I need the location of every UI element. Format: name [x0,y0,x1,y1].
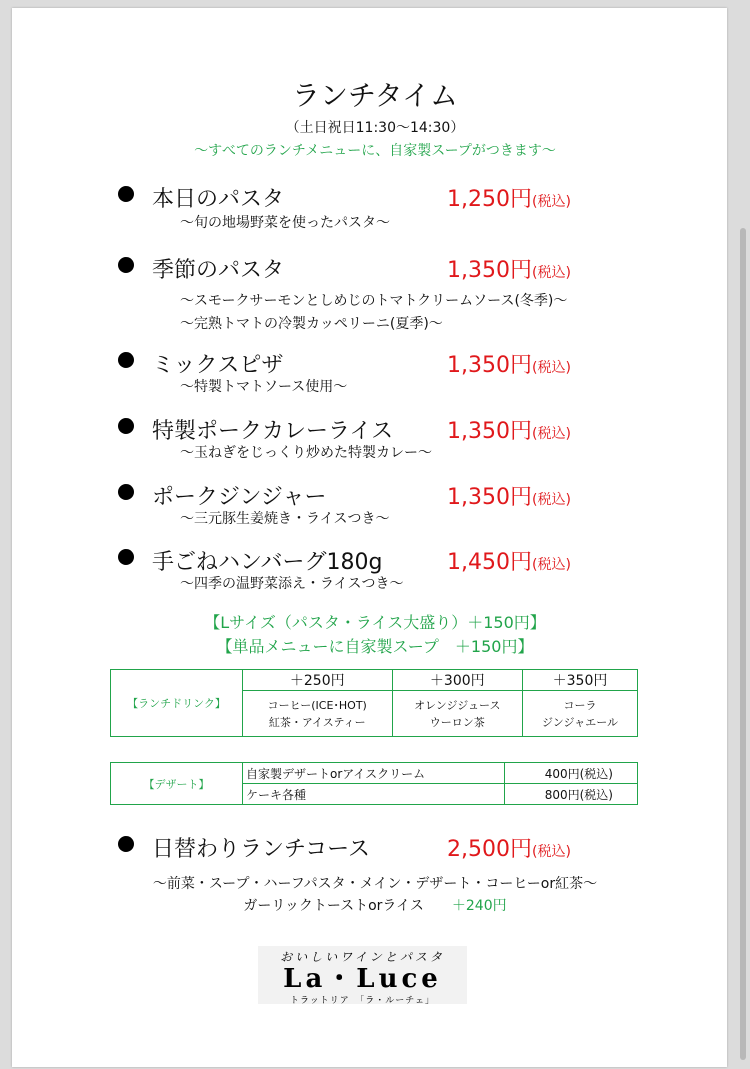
bullet-icon [118,186,134,202]
item-desc: ～四季の温野菜添え・ライスつき～ [180,576,404,592]
restaurant-logo [258,946,467,1004]
bullet-icon [118,257,134,273]
dessert-price: 400円(税込) [504,763,637,784]
item-price: 1,350円(税込) [447,419,571,444]
option-large-size: 【Lサイズ（パスタ・ライス大盛り）＋150円】 [204,613,546,632]
item-desc: ～完熟トマトの冷製カッペリーニ(夏季)～ [180,316,443,332]
course-option: ガーリックトーストorライス ＋240円 [243,898,507,914]
item-desc: ～旬の地場野菜を使ったパスタ～ [180,215,390,231]
course-price: 2,500円(税込) [447,837,571,862]
item-name: ミックスピザ [152,353,284,378]
item-price: 1,350円(税込) [447,353,571,378]
drink-options: コーヒー(ICE･HOT) 紅茶・アイスティー [243,691,393,737]
dessert-table [110,762,638,805]
item-name: 手ごねハンバーグ180g [152,550,383,575]
drink-options: コーラ ジンジャエール [523,691,638,737]
item-name: 季節のパスタ [152,258,285,283]
item-name: ポークジンジャー [152,485,327,510]
course-desc: ～前菜・スープ・ハーフパスタ・メイン・デザート・コーヒーor紅茶～ [152,876,598,892]
page-title: ランチタイム [291,79,459,112]
logo-name: La・Luce [283,964,442,994]
drink-options: オレンジジュース ウーロン茶 [392,691,522,737]
item-price: 1,450円(税込) [447,550,571,575]
drink-table [110,669,638,737]
item-price: 1,350円(税込) [447,485,571,510]
option-soup: 【単品メニューに自家製スープ ＋150円】 [216,637,534,656]
logo-tagline: おいしいワインとパスタ [280,950,445,964]
bullet-icon [118,836,134,852]
dessert-label: 【デザート】 [111,763,243,805]
bullet-icon [118,418,134,434]
bullet-icon [118,484,134,500]
dessert-name: 自家製デザートorアイスクリーム [243,763,505,784]
bullet-icon [118,549,134,565]
drink-price: ＋250円 [243,670,393,691]
drink-price: ＋300円 [392,670,522,691]
item-desc: ～スモークサーモンとしめじのトマトクリームソース(冬季)～ [180,293,568,309]
drink-price: ＋350円 [523,670,638,691]
bullet-icon [118,352,134,368]
item-price: 1,350円(税込) [447,258,571,283]
dessert-name: ケーキ各種 [243,784,505,805]
soup-note: ～すべてのランチメニューに、自家製スープがつきます～ [194,143,556,159]
item-desc: ～玉ねぎをじっくり炒めた特製カレー～ [180,445,432,461]
item-name: 特製ポークカレーライス [152,419,394,444]
logo-sub: トラットリア 「ラ・ルーチェ」 [289,996,436,1006]
drink-label: 【ランチドリンク】 [111,670,243,737]
lunch-hours: （土日祝日11:30～14:30） [285,120,465,136]
item-name: 本日のパスタ [152,187,285,212]
item-desc: ～三元豚生姜焼き・ライスつき～ [180,511,390,527]
item-price: 1,250円(税込) [447,187,571,212]
course-name: 日替わりランチコース [152,837,371,862]
item-desc: ～特製トマトソース使用～ [180,379,348,395]
dessert-price: 800円(税込) [504,784,637,805]
